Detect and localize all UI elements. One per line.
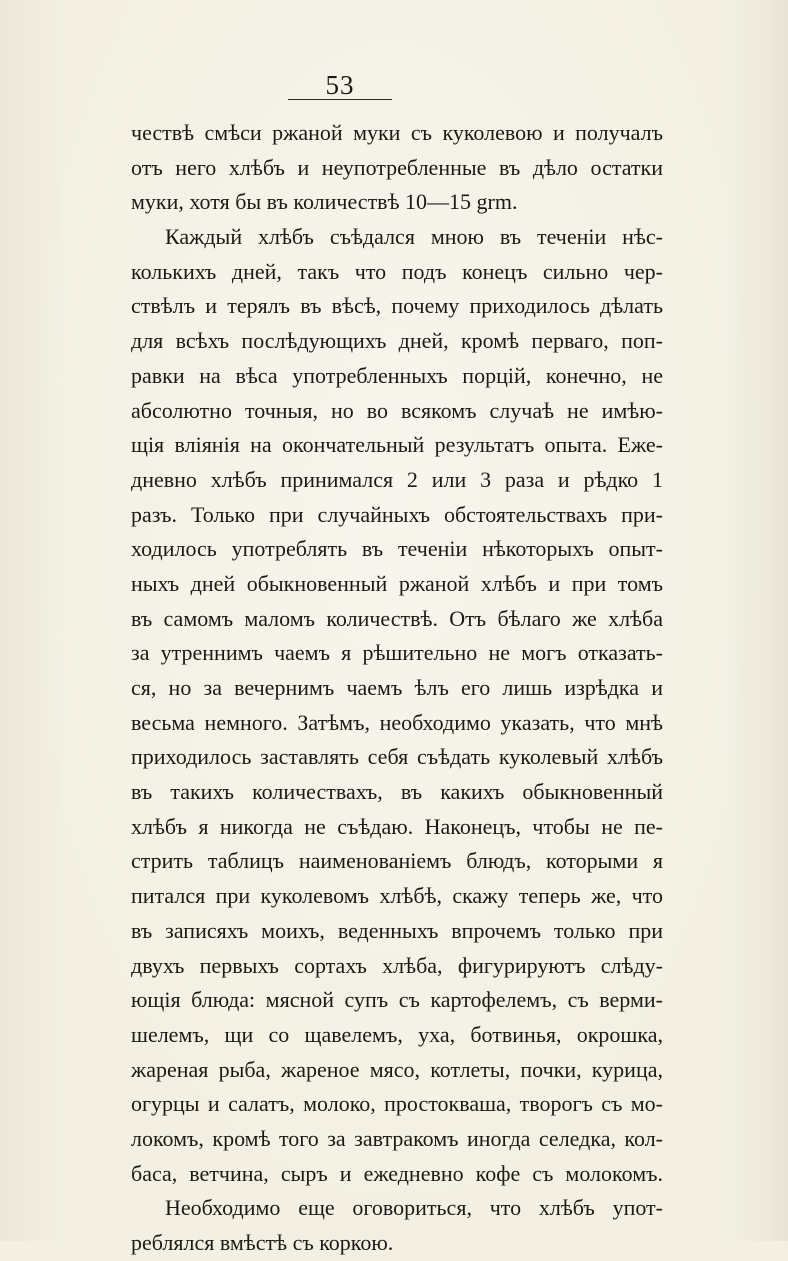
text-line: чествѣ смѣси ржаной муки съ куколевою и получалъ bbox=[131, 120, 663, 145]
text-line: въ записяхъ моихъ, веденныхъ впрочемъ только при bbox=[131, 917, 663, 943]
text-line: Необходимо еще оговориться, что хлѣбъ упот- bbox=[165, 1195, 663, 1221]
text-line: жареная рыба, жареное мясо, котлеты, почки, курица, bbox=[131, 1056, 663, 1082]
text-line: огурцы и салатъ, молоко, простокваша, творогъ съ мо- bbox=[131, 1091, 663, 1117]
text-line: для всѣхъ послѣдующихъ дней, кромѣ перваго, поп- bbox=[131, 328, 663, 354]
text-line: абсолютно точныя, но во всякомъ случаѣ не имѣю- bbox=[131, 397, 663, 423]
text-line: приходилось заставлять себя съѣдать куколевый хлѣбъ bbox=[131, 744, 663, 770]
text-line: муки, хотя бы въ количествѣ 10—15 grm. bbox=[131, 189, 518, 215]
text-line: равки на вѣса употребленныхъ порцій, конечно, не bbox=[131, 362, 663, 388]
text-line: въ самомъ маломъ количествѣ. Отъ бѣлаго же хлѣба bbox=[131, 605, 663, 631]
text-line: ся, но за вечернимъ чаемъ ѣлъ его лишь изрѣдка и bbox=[131, 675, 663, 700]
text-line: стрить таблицъ наименованіемъ блюдъ, которыми я bbox=[131, 848, 663, 874]
text-line: питался при куколевомъ хлѣбѣ, скажу теперь же, что bbox=[131, 883, 663, 909]
text-line: за утреннимъ чаемъ я рѣшительно не могъ отказать- bbox=[131, 640, 663, 666]
text-line: дневно хлѣбъ принимался 2 или 3 раза и рѣдко 1 bbox=[131, 466, 663, 492]
text-line: ныхъ дней обыкновенный ржаной хлѣбъ и при томъ bbox=[131, 570, 663, 596]
text-line: ходилось употреблять въ теченіи нѣкоторыхъ опыт- bbox=[131, 536, 663, 562]
text-line: ствѣлъ и терялъ въ вѣсѣ, почему приходилось дѣлать bbox=[131, 293, 663, 319]
text-line: разъ. Только при случайныхъ обстоятельствахъ при- bbox=[131, 501, 663, 527]
text-line: ющія блюда: мясной супъ съ картофелемъ, съ верми- bbox=[131, 987, 663, 1013]
text-line: колькихъ дней, такъ что подъ конецъ сильно чер- bbox=[131, 258, 663, 284]
text-line: хлѣбъ я никогда не съѣдаю. Наконецъ, чтобы не пе- bbox=[131, 813, 663, 839]
text-line: баса, ветчина, сыръ и ежедневно кофе съ молокомъ. bbox=[131, 1160, 663, 1186]
page-number-rule bbox=[288, 99, 392, 100]
text-line: весьма немного. Затѣмъ, необходимо указать, что мнѣ bbox=[131, 709, 663, 735]
text-line: щія вліянія на окончательный результатъ опыта. Еже- bbox=[131, 432, 663, 458]
text-line: Каждый хлѣбъ съѣдался мною въ теченіи нѣс- bbox=[165, 224, 663, 250]
text-line: отъ него хлѣбъ и неупотребленные въ дѣло остатки bbox=[131, 154, 663, 180]
text-line: въ такихъ количествахъ, въ какихъ обыкновенный bbox=[131, 779, 663, 805]
text-line: двухъ первыхъ сортахъ хлѣба, фигурируютъ слѣду- bbox=[131, 952, 663, 978]
text-line: шелемъ, щи со щавелемъ, уха, ботвинья, окрошка, bbox=[131, 1021, 663, 1047]
text-line: реблялся вмѣстѣ съ коркою. bbox=[131, 1230, 394, 1255]
page-number: 53 bbox=[325, 70, 355, 100]
text-line: локомъ, кромѣ того за завтракомъ иногда селедка, кол- bbox=[131, 1125, 663, 1151]
body-text bbox=[131, 116, 663, 1261]
